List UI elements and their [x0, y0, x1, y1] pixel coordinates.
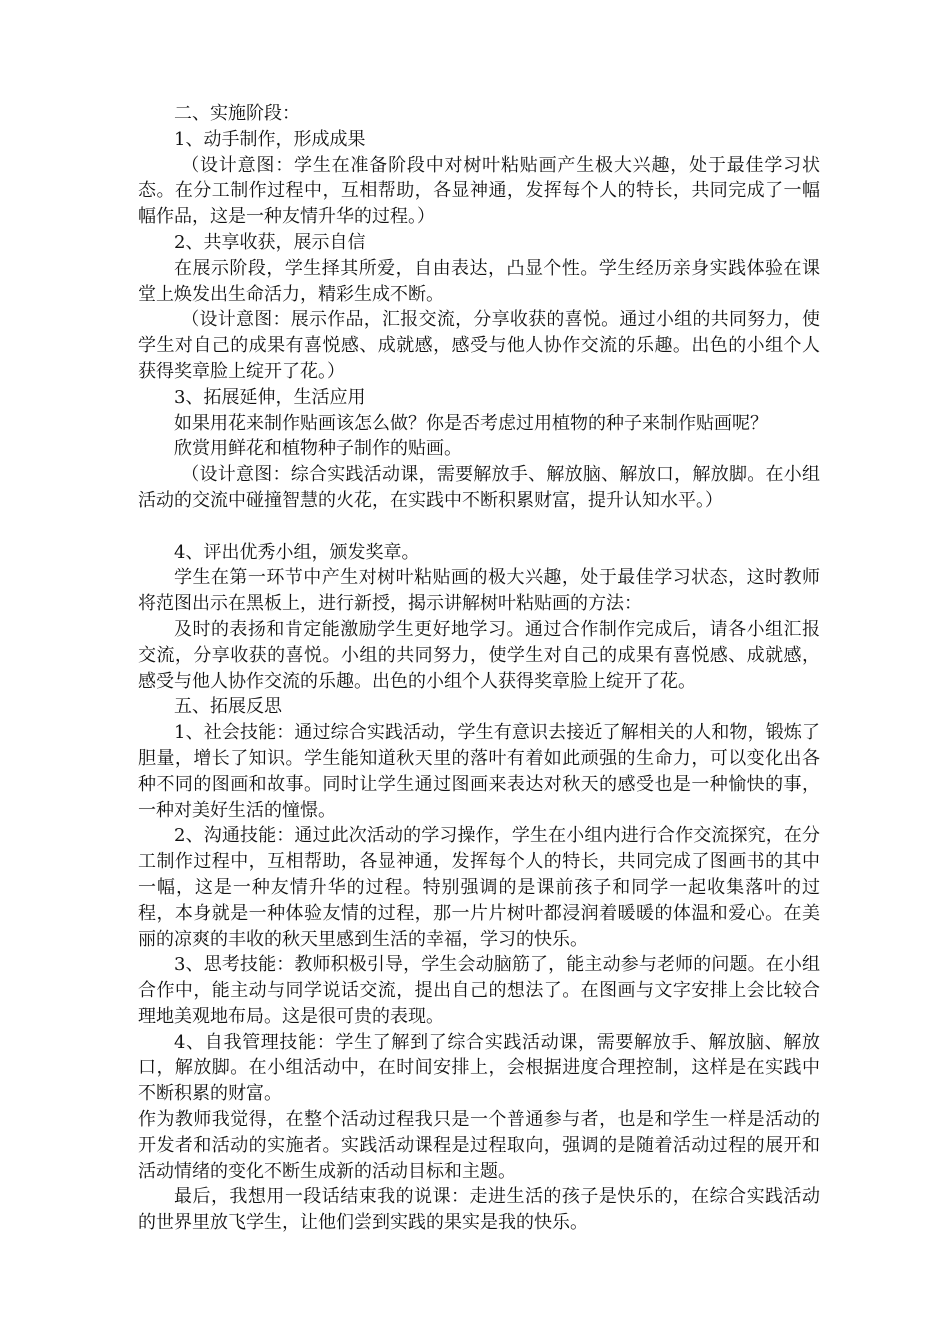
document-body	[138, 101, 820, 1236]
paragraph-item4-body-1: 学生在第一环节中产生对树叶粘贴画的极大兴趣，处于最佳学习状态，这时教师将范图出示在黑板上，进行新授，揭示讲解树叶粘贴画的方法：	[138, 567, 820, 615]
item-heading-4: 4、评出优秀小组，颁发奖章。	[174, 541, 420, 563]
paragraph-reflection-self-management: 4、自我管理技能：学生了解到了综合实践活动课，需要解放手、解放脑、解放口，解放脚。在小组活动中，在时间安排上，会根据进度合理控制，这样是在实践中不断积累的财富。	[138, 1031, 820, 1105]
item-heading-3: 3、拓展延伸，生活应用	[174, 386, 366, 408]
paragraph-closing: 最后，我想用一段话结束我的说课：走进生活的孩子是快乐的，在综合实践活动的世界里放飞学生，让他们尝到实践的果实是我的快乐。	[138, 1186, 820, 1234]
blank-line	[138, 514, 820, 540]
section-heading-implementation: 二、实施阶段：	[174, 103, 300, 124]
paragraph-reflection-communication: 2、沟通技能：通过此次活动的学习操作，学生在小组内进行合作交流探究，在分工制作过程中，互相帮助，各显神通，发挥每个人的特长，共同完成了图画书的其中一幅，这是一种友情升华的过程。特别强调的是课前孩子和同学一起收集落叶的过程，本身就是一种体验友情的过程，那一片片树叶都浸润着暖暖的体温和爱心。在美丽的凉爽的丰收的秋天里感到生活的幸福，学习的快乐。	[138, 825, 820, 950]
paragraph-item3-body-2: 欣赏用鲜花和植物种子制作的贴画。	[174, 438, 462, 460]
paragraph-teacher-view: 作为教师我觉得，在整个活动过程我只是一个普通参与者，也是和学生一样是活动的开发者和活动的实施者。实践活动课程是过程取向，强调的是随着活动过程的展开和活动情绪的变化不断生成新的活动目标和主题。	[138, 1109, 820, 1182]
section-heading-reflection: 五、拓展反思	[174, 696, 282, 718]
design-intent-3: （设计意图：综合实践活动课，需要解放手、解放脑、解放口，解放脚。在小组活动的交流中碰撞智慧的火花，在实践中不断积累财富，提升认知水平。）	[138, 464, 820, 511]
design-intent-2: （设计意图：展示作品，汇报交流，分享收获的喜悦。通过小组的共同努力，使学生对自己的成果有喜悦感、成就感，感受与他人协作交流的乐趣。出色的小组个人获得奖章脸上绽开了花。）	[138, 309, 820, 382]
paragraph-reflection-thinking: 3、思考技能：教师积极引导，学生会动脑筋了，能主动参与老师的问题。在小组合作中，能主动与同学说话交流，提出自己的想法了。在图画与文字安排上会比较合理地美观地布局。这是很可贵的表现。	[138, 954, 820, 1027]
design-intent-1: （设计意图：学生在准备阶段中对树叶粘贴画产生极大兴趣，处于最佳学习状态。在分工制作过程中，互相帮助，各显神通，发挥每个人的特长，共同完成了一幅幅作品，这是一种友情升华的过程。）	[138, 154, 820, 228]
item-heading-1: 1、动手制作，形成成果	[174, 128, 366, 150]
paragraph-item2-body: 在展示阶段，学生择其所爱，自由表达，凸显个性。学生经历亲身实践体验在课堂上焕发出生命活力，精彩生成不断。	[138, 257, 820, 305]
paragraph-reflection-social: 1、社会技能：通过综合实践活动，学生有意识去接近了解相关的人和物，锻炼了胆量，增长了知识。学生能知道秋天里的落叶有着如此顽强的生命力，可以变化出各种不同的图画和故事。同时让学生通过图画来表达对秋天的感受也是一种愉快的事，一种对美好生活的憧憬。	[138, 722, 820, 821]
paragraph-item4-body-2: 及时的表扬和肯定能激励学生更好地学习。通过合作制作完成后，请各小组汇报交流，分享收获的喜悦。小组的共同努力，使学生对自己的成果有喜悦感、成就感，感受与他人协作交流的乐趣。出色的小组个人获得奖章脸上绽开了花。	[138, 618, 820, 692]
item-heading-2: 2、共享收获，展示自信	[174, 231, 366, 253]
paragraph-item3-body-1: 如果用花来制作贴画该怎么做？你是否考虑过用植物的种子来制作贴画呢？	[174, 412, 768, 434]
